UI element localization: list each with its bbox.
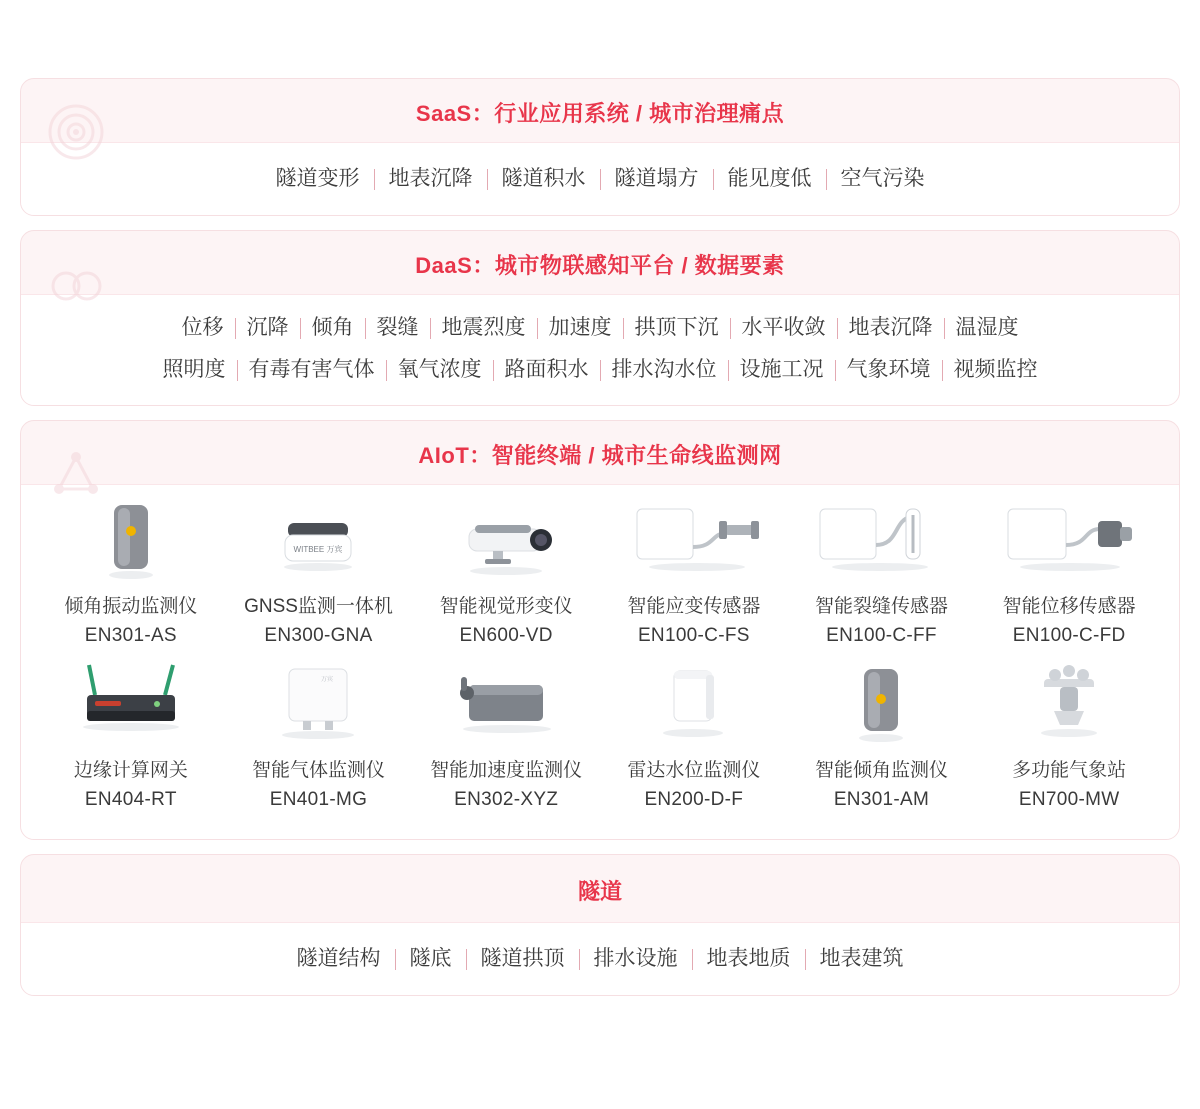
saas-tag: 空气污染 bbox=[840, 167, 925, 190]
device-cell[interactable] bbox=[412, 493, 600, 651]
device-model: EN401-MG bbox=[269, 789, 368, 810]
device-name: 智能加速度监测仪 bbox=[430, 760, 583, 781]
device-name: 智能倾角监测仪 bbox=[814, 760, 948, 781]
saas-tag-row bbox=[21, 143, 1179, 215]
daas-tag: 氧气浓度 bbox=[397, 358, 482, 381]
aiot-panel bbox=[20, 420, 1180, 840]
device-model: EN100-C-FS bbox=[637, 625, 750, 646]
daas-tag: 地表沉降 bbox=[848, 316, 933, 339]
tilt-sensor-icon bbox=[846, 657, 916, 749]
device-grid bbox=[21, 485, 1179, 839]
aiot-title-main: 智能终端 / 城市生命线监测网 bbox=[491, 443, 782, 468]
gas-monitor-icon bbox=[263, 657, 373, 749]
daas-panel bbox=[20, 230, 1180, 406]
saas-tag: 能见度低 bbox=[727, 167, 812, 190]
device-cell[interactable] bbox=[412, 657, 600, 815]
device-cell[interactable] bbox=[225, 657, 413, 815]
saas-body bbox=[21, 142, 1179, 215]
device-cell[interactable] bbox=[37, 493, 225, 651]
device-model: EN600-VD bbox=[459, 625, 553, 646]
daas-tag: 有毒有害气体 bbox=[248, 358, 375, 381]
device-cell[interactable] bbox=[225, 493, 413, 651]
device-model: EN200-D-F bbox=[644, 789, 744, 810]
daas-tag: 照明度 bbox=[162, 358, 226, 381]
device-model: EN301-AM bbox=[833, 789, 930, 810]
daas-tag: 水平收敛 bbox=[741, 316, 826, 339]
saas-panel bbox=[20, 78, 1180, 216]
daas-tag: 裂缝 bbox=[376, 316, 419, 339]
crack-sensor-icon bbox=[806, 493, 956, 585]
vision-camera-icon bbox=[441, 493, 571, 585]
device-cell[interactable] bbox=[600, 493, 788, 651]
saas-tag: 隧道塌方 bbox=[614, 167, 699, 190]
displacement-sensor-icon bbox=[994, 493, 1144, 585]
tunnel-tag: 地表建筑 bbox=[819, 947, 904, 970]
saas-title bbox=[21, 79, 1179, 142]
device-model: EN404-RT bbox=[84, 789, 177, 810]
device-cell[interactable] bbox=[37, 657, 225, 815]
daas-tag: 温湿度 bbox=[955, 316, 1019, 339]
device-name: 智能应变传感器 bbox=[627, 596, 761, 617]
weather-station-icon bbox=[1024, 657, 1114, 749]
daas-tag: 拱顶下沉 bbox=[634, 316, 719, 339]
daas-tag: 位移 bbox=[181, 316, 224, 339]
device-name: 智能视觉形变仪 bbox=[439, 596, 573, 617]
daas-body bbox=[21, 294, 1179, 405]
device-model: EN100-C-FD bbox=[1012, 625, 1126, 646]
tunnel-tag: 排水设施 bbox=[593, 947, 678, 970]
daas-tag-row-1 bbox=[29, 307, 1171, 349]
device-name: 边缘计算网关 bbox=[73, 760, 188, 781]
svg-text:WITBEE 万宾: WITBEE 万宾 bbox=[294, 545, 343, 554]
aiot-title bbox=[21, 421, 1179, 484]
radar-water-level-icon bbox=[644, 657, 744, 749]
saas-title-prefix: SaaS： bbox=[415, 101, 495, 126]
aiot-body bbox=[21, 484, 1179, 839]
tunnel-title: 隧道 bbox=[577, 879, 622, 904]
tunnel-tag: 地表地质 bbox=[706, 947, 791, 970]
svg-text:万宾: 万宾 bbox=[321, 677, 334, 683]
tunnel-body bbox=[21, 922, 1179, 995]
daas-title bbox=[21, 231, 1179, 294]
device-name: 雷达水位监测仪 bbox=[627, 760, 761, 781]
device-cell[interactable] bbox=[788, 657, 976, 815]
device-cell[interactable] bbox=[975, 657, 1163, 815]
accelerometer-icon bbox=[441, 657, 571, 749]
tunnel-tag: 隧道结构 bbox=[296, 947, 381, 970]
device-model: EN300-GNA bbox=[264, 625, 373, 646]
daas-tag: 沉降 bbox=[246, 316, 289, 339]
gnss-receiver-icon bbox=[263, 493, 373, 585]
device-name: GNSS监测一体机 bbox=[244, 596, 393, 617]
saas-tag: 地表沉降 bbox=[388, 167, 473, 190]
saas-title-main: 行业应用系统 / 城市治理痛点 bbox=[494, 101, 785, 126]
edge-gateway-icon bbox=[61, 657, 201, 749]
tilt-vibration-sensor-icon bbox=[96, 493, 166, 585]
device-cell[interactable] bbox=[975, 493, 1163, 651]
daas-tag: 加速度 bbox=[548, 316, 612, 339]
tunnel-tag: 隧底 bbox=[409, 947, 452, 970]
saas-tag: 隧道积水 bbox=[501, 167, 586, 190]
daas-title-main: 城市物联感知平台 / 数据要素 bbox=[494, 253, 785, 278]
device-model: EN700-MW bbox=[1018, 789, 1120, 810]
device-name: 智能裂缝传感器 bbox=[814, 596, 948, 617]
tunnel-panel bbox=[20, 854, 1180, 996]
daas-title-prefix: DaaS： bbox=[415, 253, 495, 278]
daas-tag: 路面积水 bbox=[504, 358, 589, 381]
daas-tag: 气象环境 bbox=[846, 358, 931, 381]
device-name: 倾角振动监测仪 bbox=[64, 596, 198, 617]
device-model: EN302-XYZ bbox=[454, 789, 559, 810]
device-name: 多功能气象站 bbox=[1012, 760, 1127, 781]
device-model: EN301-AS bbox=[84, 625, 177, 646]
device-name: 智能位移传感器 bbox=[1002, 596, 1136, 617]
daas-tag: 视频监控 bbox=[953, 358, 1038, 381]
device-model: EN100-C-FF bbox=[826, 625, 937, 646]
saas-tag: 隧道变形 bbox=[275, 167, 360, 190]
daas-tag: 倾角 bbox=[311, 316, 354, 339]
device-cell[interactable] bbox=[788, 493, 976, 651]
aiot-title-prefix: AIoT： bbox=[418, 443, 492, 468]
tunnel-tag-row bbox=[21, 923, 1179, 995]
daas-tag-row-2 bbox=[29, 349, 1171, 391]
daas-tag: 设施工况 bbox=[739, 358, 824, 381]
daas-tag: 排水沟水位 bbox=[611, 358, 717, 381]
tunnel-tag: 隧道拱顶 bbox=[480, 947, 565, 970]
device-cell[interactable] bbox=[600, 657, 788, 815]
device-name: 智能气体监测仪 bbox=[251, 760, 385, 781]
daas-tag: 地震烈度 bbox=[441, 316, 526, 339]
strain-sensor-icon bbox=[619, 493, 769, 585]
